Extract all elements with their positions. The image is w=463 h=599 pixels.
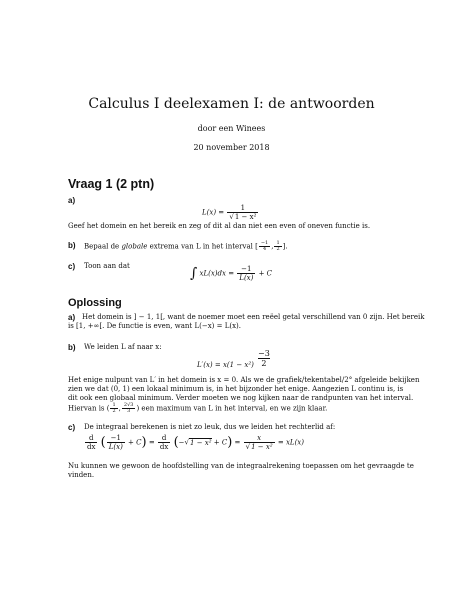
sqrt-argument: 1 − x² [234,213,257,221]
derivative-operator-1 [85,434,97,451]
rhs-denominator: L(x) [239,274,254,282]
close-paren-2: ) [227,435,233,450]
document-author: door een Winees [197,124,266,133]
solution-b-line2: zien we dat (0, 1) een lokaal minimum is, in het bijzonder het enige. Aangezien L continu is, is [68,385,404,393]
inner-fraction [107,434,125,451]
interval-upper-fraction [274,241,281,252]
plus-c-2: + C [213,438,228,447]
inner-denominator: L(x) [108,443,123,451]
exponent-denominator: 2 [258,358,270,368]
solution-heading: Oplossing [68,297,122,309]
plus-c-1: + C [128,438,142,447]
open-paren-2: ( [173,435,179,450]
interval-lower-den: 4 [262,246,267,252]
question-b-label: b) [68,241,76,250]
derivative-exponent [258,349,270,368]
solution-b-line1: Het enige nulpunt van L′ in het domein is x = 0. Als we de grafiek/tekentabel/2° afgeleide bekijken [68,376,420,384]
equals-2: = [234,438,241,447]
solution-b-label: b) [68,343,76,352]
exponent-numerator: −3 [258,349,270,358]
minus-sign: − [178,438,185,447]
question-b-text: Bepaal de globale extrema van L in het interval [ $\frac{-1}{4}$ , $\frac{1}{2}$ ]. [84,240,288,252]
max-point-x [110,403,117,414]
operator-2-dx: dx [159,443,169,451]
result-denominator: √1 − x² [245,443,273,451]
formula-lhs: L(x) = [202,208,225,217]
solution-b-text: We leiden L af naar x: [84,343,162,351]
question-a-text: Geef het domein en het bereik en zeg of dit al dan niet een even of oneven functie is. [68,222,371,230]
result-fraction [244,434,275,451]
operator-1-dx: dx [87,443,96,451]
solution-c-label: c) [68,423,76,432]
solution-a-line2: is [1, +∞[. De functie is even, want L(−x) = L(x). [68,322,241,330]
rhs-fraction [237,265,255,282]
interval-lower-fraction [259,241,270,252]
formula-fraction [227,204,258,221]
operator-2-d: d [158,434,170,443]
integrand: xL(x)dx = [199,269,235,278]
question-c-text: Toon aan dat [84,262,130,270]
result-tail: = xL(x) [277,438,304,447]
solution-a-label: a) [68,313,76,322]
max-point-x-den: 2 [112,408,116,414]
question-c-formula [190,265,272,282]
solution-b-line4-end: ) een maximum van L in het interval, en we zijn klaar. [136,404,328,413]
question-b-text-2: extrema van L in het interval [ [149,242,258,251]
max-point-y-den: 3 [127,408,131,414]
sqrt-sign: √ [229,213,234,221]
question-a-formula [202,204,259,221]
document-date: 20 november 2018 [193,143,270,152]
solution-c-text: De integraal berekenen is niet zo leuk, dus we leiden het rechterlid af: [84,423,336,431]
solution-b-line4-start: Hiervan is ( [68,404,110,413]
sqrt-argument-2: 1 − x² [190,438,212,447]
formula-numerator: 1 [227,204,258,213]
question-heading: Vraag 1 (2 ptn) [68,177,155,191]
question-b-text-3: ]. [282,242,288,251]
solution-c-end2: vinden. [68,471,95,479]
rhs-tail: + C [258,269,273,278]
max-point-y-num: 2√3 [123,402,134,408]
integral-sign: ∫ [190,265,198,282]
question-a-label: a) [68,196,76,205]
derivative-operator-2 [158,434,170,451]
rhs-numerator: −1 [237,265,255,274]
max-point-separator: , [118,404,121,413]
derivative-formula: L′(x) = x(1 − x²) [197,361,254,369]
max-point-x-num: 1 [112,402,116,408]
question-c-label: c) [68,262,76,271]
document-title: Calculus I deelexamen I: de antwoorden [88,96,375,112]
solution-b-line4 [68,403,327,414]
interval-upper-num: 1 [276,240,280,246]
equals-1: = [148,438,155,447]
interval-lower-num: −1 [260,240,269,246]
sqrt-sign-2: √ [184,438,190,447]
result-sqrt-argument: 1 − x² [251,443,273,451]
question-b-emphasis: globale [121,242,148,251]
solution-b-line3: dit ook een globaal minimum. Verder moeten we nog kijken naar de randpunten van het interval. [68,394,414,402]
operator-1-d: d [85,434,97,443]
solution-c-formula [84,434,304,451]
open-paren-1: ( [100,435,106,450]
question-b-text-1: Bepaal de [84,242,120,251]
solution-c-end1: Nu kunnen we gewoon de hoofdstelling van de integraalrekening toepassen om het gevraagde te [68,462,414,470]
solution-a-line1: Het domein is ] − 1, 1[, want de noemer moet een reëel getal verschillend van 0 zijn. Het bereik [82,313,425,321]
max-point-y [122,403,136,414]
inner-numerator: −1 [107,434,125,443]
close-paren-1: ) [141,435,147,450]
formula-denominator [227,213,258,221]
result-numerator: x [244,434,275,443]
interval-upper-den: 2 [276,246,280,252]
